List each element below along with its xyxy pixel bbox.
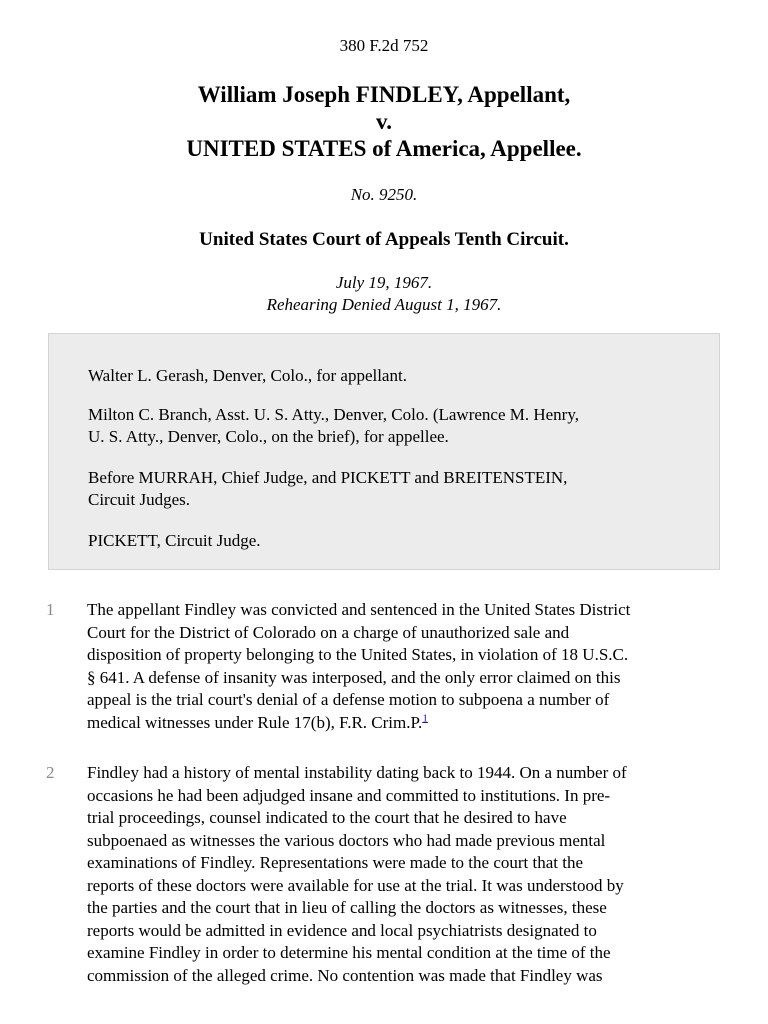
docket-number: No. 9250. [350,185,418,204]
paragraph-line: The appellant Findley was convicted and sentenced in the United States District [87,600,631,619]
paragraph-line: commission of the alleged crime. No contention was made that Findley was [87,965,603,985]
prelims-box [48,333,720,570]
title-appellant: William Joseph FINDLEY, Appellant, [197,82,571,107]
panel-line: Circuit Judges. [88,490,190,509]
paragraph-text [87,762,727,987]
paragraph-number: 2 [46,763,55,782]
appellant-counsel: Walter L. Gerash, Denver, Colo., for appellant. [88,366,407,385]
appellee-counsel [88,404,688,448]
case-title [0,81,768,162]
paragraph-line: subpoenaed as witnesses the various doctors who had made previous mental [87,830,606,850]
appellee-counsel-line: U. S. Atty., Denver, Colo., on the brief), for appellee. [88,427,449,446]
title-appellee: UNITED STATES of America, Appellee. [186,136,582,161]
opinion-author: PICKETT, Circuit Judge. [88,531,261,550]
rehearing-date: Rehearing Denied August 1, 1967. [266,295,502,314]
paragraph-line: trial proceedings, counsel indicated to the court that he desired to have [87,808,567,827]
paragraph-line: examine Findley in order to determine his mental condition at the time of the [87,943,611,962]
paragraph-line: disposition of property belonging to the United States, in violation of 18 U.S.C. [87,645,629,664]
case-citation: 380 F.2d 752 [339,36,429,55]
court-name: United States Court of Appeals Tenth Circuit. [199,229,569,250]
paragraph-number: 1 [46,600,55,619]
paragraph-line: reports of these doctors were available for use at the trial. It was understood by [87,875,624,895]
appellee-counsel-line: Milton C. Branch, Asst. U. S. Atty., Denver, Colo. (Lawrence M. Henry, [88,405,579,424]
paragraph-line: reports would be admitted in evidence and local psychiatrists designated to [87,920,597,940]
paragraph-line: Findley had a history of mental instability dating back to 1944. On a number of [87,763,627,782]
title-versus: v. [376,109,392,134]
paragraph-line: the parties and the court that in lieu of calling the doctors as witnesses, these [87,898,607,917]
panel-line: Before MURRAH, Chief Judge, and PICKETT and BREITENSTEIN, [88,468,568,487]
decided-date: July 19, 1967. [335,273,433,292]
decision-dates [0,272,768,316]
panel-judges [88,467,688,511]
paragraph-line: medical witnesses under Rule 17(b), F.R. Crim.P. [87,712,423,732]
paragraph-line: examinations of Findley. Representations were made to the court that the [87,853,584,872]
paragraph-line: Court for the District of Colorado on a charge of unauthorized sale and [87,622,570,642]
paragraph-text [87,599,727,734]
paragraph-line: appeal is the trial court's denial of a defense motion to subpoena a number of [87,690,610,709]
paragraph-line: occasions he had been adjudged insane and committed to institutions. In pre- [87,785,611,805]
footnote-link[interactable]: 1 [422,711,428,724]
paragraph-line: § 641. A defense of insanity was interposed, and the only error claimed on this [87,667,621,687]
